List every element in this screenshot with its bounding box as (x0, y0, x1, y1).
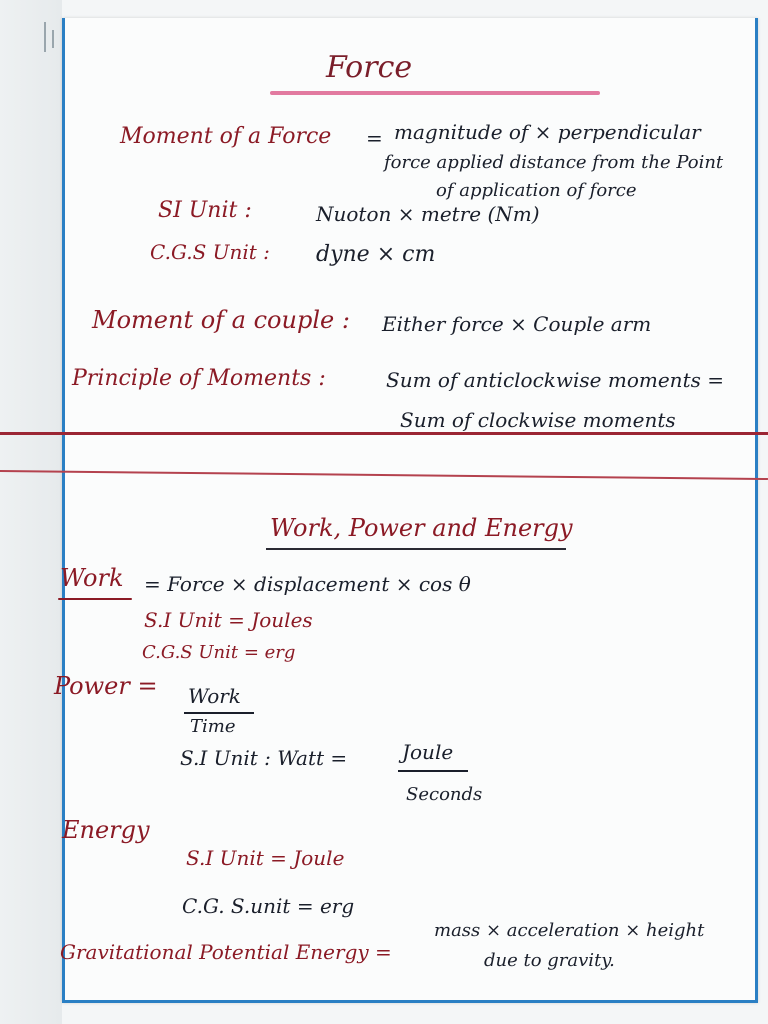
gpe-formula-line-1: mass × acceleration × height (434, 920, 705, 941)
principle-of-moments-value-line-1: Sum of anticlockwise moments = (386, 368, 724, 392)
notebook-binding-strip (0, 0, 62, 1024)
power-fraction-bar (184, 712, 254, 714)
moment-of-force-label: Moment of a Force (120, 124, 332, 149)
si-unit-label: SI Unit : (158, 198, 252, 223)
power-si-fraction-denominator: Seconds (406, 784, 483, 805)
moment-of-force-definition-line-2: force applied distance from the Point (384, 152, 724, 173)
moment-of-couple-label: Moment of a couple : (92, 306, 350, 334)
energy-label: Energy (62, 816, 150, 844)
gpe-formula-line-2: due to gravity. (484, 950, 615, 971)
cgs-unit-value: dyne × cm (316, 242, 436, 267)
si-unit-value: Nuoton × metre (Nm) (316, 202, 540, 226)
power-si-fraction-numerator: Joule (402, 740, 454, 764)
power-label: Power = (54, 672, 158, 700)
wpe-title-underline (266, 548, 566, 550)
energy-cgs-unit: C.G. S.unit = erg (182, 894, 355, 918)
power-fraction-denominator: Time (190, 716, 236, 737)
power-si-unit: S.I Unit : Watt = (180, 746, 348, 770)
moment-of-force-definition-line-3: of application of force (436, 180, 637, 201)
work-label-underline (58, 598, 132, 600)
cgs-unit-label: C.G.S Unit : (150, 240, 270, 264)
power-fraction-numerator: Work (188, 684, 241, 708)
work-label: Work (60, 564, 124, 592)
equals-sign: = (366, 126, 383, 150)
force-title-underline (270, 91, 600, 95)
section-divider (0, 432, 768, 435)
force-title: Force (326, 50, 413, 85)
gravitational-potential-energy-label: Gravitational Potential Energy = (60, 940, 392, 964)
energy-si-unit: S.I Unit = Joule (186, 846, 345, 870)
principle-of-moments-value-line-2: Sum of clockwise moments (400, 408, 676, 432)
binding-mark (52, 30, 54, 48)
power-si-fraction-bar (398, 770, 468, 772)
moment-of-couple-value: Either force × Couple arm (382, 312, 652, 336)
work-si-unit: S.I Unit = Joules (144, 608, 313, 632)
binding-mark (44, 22, 46, 52)
wpe-title: Work, Power and Energy (270, 514, 573, 542)
work-cgs-unit: C.G.S Unit = erg (142, 642, 296, 663)
moment-of-force-definition-line-1: magnitude of × perpendicular (394, 120, 701, 144)
work-formula: = Force × displacement × cos θ (144, 572, 471, 596)
principle-of-moments-label: Principle of Moments : (72, 366, 326, 391)
